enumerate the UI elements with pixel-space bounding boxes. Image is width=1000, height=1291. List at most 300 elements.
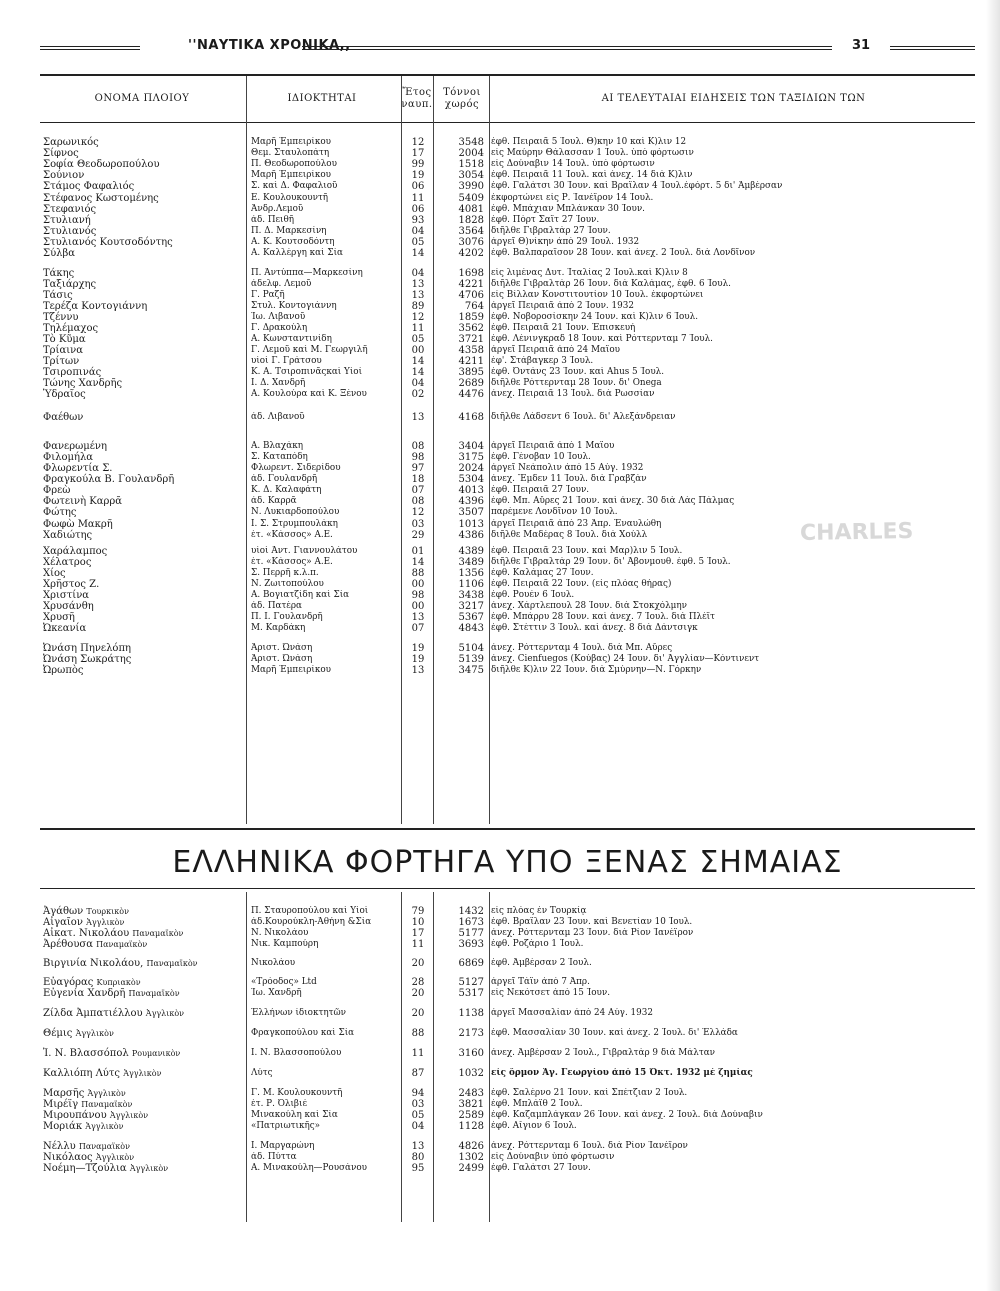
build-year: 04 [411,1121,425,1132]
ship-owner: Α. Κουλούρα καὶ Κ. Ξένου [251,389,367,399]
ship-name-with-flag [43,958,248,969]
ship-owner: Κ. Δ. Καλαφάτη [251,485,322,495]
ship-name: Θέμις [43,1028,76,1039]
tonnage: 4221 [458,279,484,290]
ship-name: Φωφὼ Μακρῆ [43,519,113,530]
voyage-news: διῆλθε Μαδέρας 8 Ἰουλ. διὰ Χούλλ [491,530,648,540]
build-year: 05 [411,237,425,248]
tonnage: 3054 [458,170,484,181]
ship-owner: ἀδ.Κουρούκλη-Ἀθήνη &Σία [251,917,372,927]
ship-flag: Κυπριακὸν [96,978,141,987]
tonnage: 2004 [458,148,484,159]
voyage-news: ἐφθ. Ρουὲν 6 Ἰουλ. [491,590,575,600]
voyage-news: διῆλθε Γιβραλτὰρ 27 Ἰουν. [491,226,611,236]
voyage-news: ἀργεῖ Πειραιᾶ ἀπὸ 23 Ἀπρ. Ἐναυλώθη [491,519,662,529]
ship-owner: Γ. Μ. Κουλουκουντῆ [251,1088,343,1098]
build-year: 97 [411,463,425,474]
ship-owner: ἀδ. Καρρᾶ [251,496,297,506]
tonnage: 1518 [458,159,484,170]
voyage-news: εἰς πλόας ἐν Τουρκίᾳ [491,906,587,916]
ship-name: Στάμος Φαφαλιός [43,181,135,192]
tonnage: 3548 [458,137,484,148]
col-rule-3 [433,76,434,824]
ship-owner: Ι. Σ. Στρυμπουλάκη [251,519,338,529]
ship-owner: Π. Σταυροπούλου καὶ Υἱοὶ [251,906,369,916]
build-year: 05 [411,1110,425,1121]
voyage-news: εἰς Βίλλαν Κονστιτουτίον 10 Ἰουλ. ἐκφορτώνει [491,290,704,300]
ship-name: Χαδιώτης [43,530,93,541]
voyage-news: ἐφθ. Στέττιν 3 Ἰουλ. καὶ ἀνεχ. 8 διὰ Δάντσιγκ [491,623,698,633]
voyage-news: διῆλθε Ρόττερνταμ 28 Ἰουν. δι' Onega [491,378,662,388]
build-year: 12 [411,507,425,518]
tonnage: 2173 [458,1028,484,1039]
ship-owner: ἀδ. Πατέρα [251,601,302,611]
ship-name: Βιργινία Νικολάου, [43,958,147,969]
col-rule-4 [489,76,490,824]
voyage-news: ἀνεχ. Ρόττερνταμ 4 Ἰουλ. διὰ Μπ. Αὔρες [491,643,673,653]
build-year: 88 [411,1028,425,1039]
ship-name: Αἰκατ. Νικολάου [43,928,133,939]
tonnage: 1032 [458,1068,484,1079]
tonnage: 3562 [458,323,484,334]
ship-name: Μαρσῆς [43,1088,88,1099]
ship-owner: Π. Ι. Γουλανδρῆ [251,612,323,622]
tonnage: 2483 [458,1088,484,1099]
tonnage: 4358 [458,345,484,356]
ship-name-with-flag [43,906,248,917]
section-title: ΕΛΛΗΝΙΚΑ ΦΟΡΤΗΓΑ ΥΠΟ ΞΕΝΑΣ ΣΗΜΑΙΑΣ [172,845,843,880]
build-year: 13 [411,612,425,623]
build-year: 89 [411,301,425,312]
voyage-news: διῆλθε Γιβραλτὰρ 29 Ἰουν. δι' Ἀβονμουθ. ἐφθ. 5 Ἰουλ. [491,557,731,567]
ship-name-with-flag [43,928,248,939]
voyage-news: ἀργεῖ Πειραιᾶ ἀπὸ 24 Μαΐου [491,345,620,355]
ship-flag: Ἀγγλικὸν [123,1069,162,1078]
ship-owner: Νικ. Καμπούρη [251,939,319,949]
ship-flag: Παναμαϊκὸν [81,1100,133,1109]
voyage-news: ἐφθ. Σαλέρνο 21 Ἰουν. καὶ Σπέτζιαν 2 Ἰουλ. [491,1088,688,1098]
ship-name: Χίος [43,568,66,579]
build-year: 13 [411,1141,425,1152]
voyage-news: ἐφθ. Μπ. Αὔρες 21 Ἰουν. καὶ ἀνεχ. 30 διὰ Λὰς Πάλμας [491,496,735,506]
ship-owner: Ἑλλήνων ἰδιοκτητῶν [251,1008,347,1018]
bleed-through-text: CHARLES [799,519,914,546]
ship-name: Ὠρωπὸς [43,665,84,676]
build-year: 19 [411,170,425,181]
ship-name: Τερέζα Κοντογιάννη [43,301,148,312]
voyage-news: ἐκφορτώνει εἰς Ρ. Ἰανέϊρον 14 Ἰουλ. [491,193,654,203]
voyage-news: ἐφθ. Πὸρτ Σαΐτ 27 Ἰουν. [491,215,600,225]
build-year: 06 [411,204,425,215]
ship-name: Στυλιανός [43,226,97,237]
ship-name: Σίφνος [43,148,79,159]
ship-name: Ἀρέθουσα [43,939,97,950]
ship-owner: ἑτ. «Κάσσος» Α.Ε. [251,530,333,540]
ship-owner: ἀδ. Πειθῆ [251,215,295,225]
ship-flag: Παναμαϊκὸν [96,940,148,949]
header-rule-left [40,46,140,50]
build-year: 80 [411,1152,425,1163]
build-year: 19 [411,654,425,665]
ship-name: Φανερωμένη [43,441,107,452]
build-year: 17 [411,148,425,159]
ship-name: Ὠνάση Πηνελόπη [43,643,132,654]
ship-owner: ἀδελφ. Λεμοῦ [251,279,312,289]
ship-owner: Μαρῆ Ἐμπειρίκου [251,137,331,147]
voyage-news: ἀργεῖ Θ)νίκην ἀπὸ 29 Ἰουλ. 1932 [491,237,640,247]
page-number: 31 [852,38,871,53]
ship-name: Μοριάκ [43,1121,86,1132]
ship-name: Τηλέμαχος [43,323,99,334]
ship-owner: Ν. Ζωιτοπούλου [251,579,324,589]
tonnage: 3175 [458,452,484,463]
build-year: 07 [411,623,425,634]
build-year: 02 [411,389,425,400]
col-rule-7 [433,892,434,1222]
table-header [40,74,975,123]
col-header-year-line1: Ἔτος [402,87,432,98]
ship-name: Χρῆστος Ζ. [43,579,100,590]
voyage-news: ἐφθ. Πειραιᾶ 22 Ἰουν. (εἰς πλόας θήρας) [491,579,672,589]
build-year: 79 [411,906,425,917]
tonnage: 4476 [458,389,484,400]
build-year: 13 [411,279,425,290]
voyage-news: ἐφθ. Ροζάριο 1 Ἰουλ. [491,939,584,949]
ship-name: Χρυσάνθη [43,601,94,612]
voyage-news: ἐφθ. Ὀντάνς 23 Ἰουν. καὶ Ahus 5 Ἰουλ. [491,367,665,377]
build-year: 20 [411,1008,425,1019]
voyage-news: ἐφθ. Ἀμβέρσαν 2 Ἰουλ. [491,958,592,968]
build-year: 11 [411,1048,425,1059]
ship-owner: Θεμ. Σταυλοπάτη [251,148,330,158]
build-year: 00 [411,345,425,356]
tonnage: 4211 [458,356,484,367]
build-year: 04 [411,226,425,237]
ship-owner: Φραγκοπούλου καὶ Σία [251,1028,355,1038]
ship-name-with-flag [43,1163,248,1174]
ship-name: Στεφανιός [43,204,97,215]
ship-owner: Λύτς [251,1068,273,1078]
ship-name-with-flag [43,1088,248,1099]
ship-owner: Μαρῆ Ἐμπειρίκου [251,170,331,180]
tonnage: 2689 [458,378,484,389]
tonnage: 6869 [458,958,484,969]
ship-name-with-flag [43,1110,248,1121]
build-year: 94 [411,1088,425,1099]
build-year: 17 [411,928,425,939]
tonnage: 5409 [458,193,484,204]
build-year: 14 [411,367,425,378]
voyage-news: ἐφθ. Μασσαλίαν 30 Ἰουν. καὶ ἀνεχ. 2 Ἰουλ. δι' Ἑλλάδα [491,1028,738,1038]
build-year: 18 [411,474,425,485]
build-year: 03 [411,519,425,530]
ship-owner: «Πατριωτικῆς» [251,1121,321,1131]
build-year: 08 [411,496,425,507]
ship-flag: Παναμαϊκὸν [128,989,180,998]
ship-name: Σύλβα [43,248,76,259]
ship-owner: Κ. Α. Τσιροπινᾶςκαὶ Υἱοί [251,367,363,377]
ship-owner: Σ. Περρῆ κ.λ.π. [251,568,319,578]
ship-owner: Ι. Δ. Χανδρῆ [251,378,306,388]
ship-owner: Ἀνδρ.Λεμοῦ [251,204,304,214]
build-year: 20 [411,958,425,969]
page-edge-shadow [986,0,1000,1291]
ship-name: Νοέμη—Τζούλια [43,1163,130,1174]
voyage-news: εἰς Δούναβιν 14 Ἰουλ. ὑπὸ φόρτωσιν [491,159,655,169]
tonnage: 5177 [458,928,484,939]
voyage-news: ἐφθ. Βραΐλαν 23 Ἰουν. καὶ Βενετίαν 10 Ἰουλ. [491,917,693,927]
tonnage: 4389 [458,546,484,557]
tonnage: 3693 [458,939,484,950]
build-year: 05 [411,334,425,345]
col-header-year [401,76,433,122]
build-year: 06 [411,181,425,192]
tonnage: 1138 [458,1008,484,1019]
ship-name-with-flag [43,917,248,928]
tonnage: 4826 [458,1141,484,1152]
ship-name: Τώνης Χανδρῆς [43,378,123,389]
tonnage: 3564 [458,226,484,237]
ship-name-with-flag [43,1152,248,1163]
ship-name: Μιρέϊγ [43,1099,82,1110]
section-separator-top [40,828,975,830]
ship-owner: ἀδ. Γουλανδρῆ [251,474,318,484]
col-header-tons [435,76,489,122]
build-year: 88 [411,568,425,579]
ship-name: Φλωρεντία Σ. [43,463,113,474]
col-rule-8 [489,892,490,1222]
ship-name: Τρίαινα [43,345,83,356]
tonnage: 3721 [458,334,484,345]
ship-name: Εὐγενία Χανδρῆ [43,988,129,999]
tonnage: 4013 [458,485,484,496]
voyage-news: ἐφθ. Μπάχιαν Μπλάνκαν 30 Ἰουν. [491,204,645,214]
tonnage: 3076 [458,237,484,248]
ship-name: Χέλατρος [43,557,92,568]
voyage-news: ἀνεχ. Πειραιᾶ 13 Ἰουλ. διὰ Ρωσσίαν [491,389,655,399]
build-year: 93 [411,215,425,226]
ship-name: Χαράλαμπος [43,546,108,557]
ship-name: Ἀγάθων [43,906,87,917]
ship-flag: Παναμαϊκὸν [132,929,184,938]
voyage-news: διῆλθε Κ)λιν 22 Ἰουν. διὰ Σμύρνην—Ν. Γόρκην [491,665,702,675]
ship-owner: Ε. Κουλουκουντῆ [251,193,329,203]
tonnage: 4386 [458,530,484,541]
col-header-tons-line2: χωρός [444,99,480,110]
tonnage: 3990 [458,181,484,192]
build-year: 10 [411,917,425,928]
ship-owner: Σ. καὶ Δ. Φαφαλιοῦ [251,181,338,191]
tonnage: 3895 [458,367,484,378]
ship-owner: Π. Θεοδωροπούλου [251,159,337,169]
tonnage: 1302 [458,1152,484,1163]
build-year: 28 [411,977,425,988]
ship-name: Φωτεινὴ Καρρᾶ [43,496,122,507]
build-year: 00 [411,601,425,612]
tonnage: 3404 [458,441,484,452]
ship-flag: Ἀγγλικὸν [85,1122,124,1131]
build-year: 14 [411,557,425,568]
ship-flag: Ἀγγλικὸν [86,918,125,927]
ship-name-with-flag [43,1048,248,1059]
magazine-title: ''ΝΑΥΤΙΚΑ ΧΡΟΝΙΚΑ,, [188,38,351,53]
ship-name: Σούνιον [43,170,85,181]
voyage-news: εἰς λιμένας Δυτ. Ἰταλίας 2 Ἰουλ.καὶ Κ)λιν 8 [491,268,688,278]
ship-name-with-flag [43,977,248,988]
tonnage: 1106 [458,579,484,590]
ship-name: Τάσις [43,290,73,301]
tonnage: 764 [464,301,484,312]
ship-name: Τὸ Κῦμα [43,334,86,345]
ship-owner: Α. Κ. Κουτσοδόντη [251,237,335,247]
voyage-news: ἐφ'. Στάβαγκερ 3 Ἰουλ. [491,356,594,366]
ship-name: Ὠνάση Σωκράτης [43,654,132,665]
tonnage: 3489 [458,557,484,568]
voyage-news: ἐφθ. Πειραιᾶ 21 Ἰουν. Ἐπισκευή [491,323,636,333]
build-year: 12 [411,137,425,148]
tonnage: 1698 [458,268,484,279]
build-year: 14 [411,248,425,259]
header-rule-right [890,46,975,50]
ship-name: Αἰγαῖον [43,917,87,928]
section-separator-bottom [40,888,975,889]
ship-name: Φαέθων [43,412,84,423]
build-year: 04 [411,378,425,389]
voyage-news: ἐφθ. Πειραιᾶ 5 Ἰουλ. Θ)κην 10 καὶ Κ)λιν 12 [491,137,687,147]
voyage-news: ἀργεῖ Μασσαλίαν ἀπὸ 24 Αὐγ. 1932 [491,1008,653,1018]
ship-name: Τρίτων [43,356,80,367]
voyage-news: ἐφθ. Μπλάϊθ 2 Ἰουλ. [491,1099,583,1109]
voyage-news: ἐφθ. Καζαμπλάγκαν 26 Ἰουν. καὶ ἀνεχ. 2 Ἰουλ. διὰ Δούναβιν [491,1110,763,1120]
build-year: 99 [411,159,425,170]
ship-owner: Μαρῆ Ἐμπειρίκου [251,665,331,675]
tonnage: 4706 [458,290,484,301]
ship-owner: Στυλ. Κοντογιάννη [251,301,337,311]
ship-flag: Ἀγγλικὸν [95,1153,135,1162]
tonnage: 4202 [458,248,484,259]
voyage-news: ἐφθ. Καλάμας 27 Ἰουν. [491,568,594,578]
ship-name: Φραγκούλα Β. Γουλανδρῆ [43,474,175,485]
build-year: 12 [411,312,425,323]
ship-flag: Παναμαϊκὸν [78,1142,130,1151]
voyage-news: εἰς Δούναβιν ὑπὸ φόρτωσιν [491,1152,615,1162]
build-year: 03 [411,1099,425,1110]
col-header-owners: ΙΔΙΟΚΤΗΤΑΙ [287,93,357,104]
ship-owner: Ι. Μαργαρώνη [251,1141,315,1151]
voyage-news: ἀνεχ. Ρόττερνταμ 6 Ἰουλ. διὰ Ρίον Ἰανέϊρον [491,1141,688,1151]
ship-owner: Γ. Ραζῆ [251,290,285,300]
ship-owner: Ἰω. Χανδρῆ [251,988,302,998]
ship-owner: Σ. Καταπόδη [251,452,308,462]
ship-name: Ἰ. Ν. Βλασσόπολ [43,1048,132,1059]
ship-name: Ὑδραῖος [43,389,86,400]
tonnage: 4396 [458,496,484,507]
ship-name: Φρεὼ [43,485,71,496]
tonnage: 1859 [458,312,484,323]
ship-name: Χριστίνα [43,590,90,601]
ship-name-with-flag [43,1008,248,1019]
col-rule-2 [401,76,402,824]
voyage-news: διῆλθε Λάδσεντ 6 Ἰουλ. δι' Ἀλεξάνδρειαν [491,412,676,422]
ship-owner: Α. Βογιατζίδη καὶ Σία [251,590,350,600]
voyage-news: διῆλθε Γιβραλτὰρ 26 Ἰουν. διὰ Καλάμας, ἐφθ. 6 Ἰουλ. [491,279,731,289]
tonnage: 5139 [458,654,484,665]
ship-owner: Μ. Καρδάκη [251,623,306,633]
build-year: 11 [411,323,425,334]
ship-flag: Τουρκικὸν [86,907,129,916]
ship-name: Στέφανος Κωστομένης [43,193,159,204]
voyage-news: ἀνεχ. Ρόττερνταμ 23 Ἰουν. διὰ Ρίον Ἰανέϊρον [491,928,694,938]
ship-name: Στυλιανή [43,215,91,226]
ship-name: Εὐαγόρας [43,977,97,988]
build-year: 01 [411,546,425,557]
tonnage: 4081 [458,204,484,215]
build-year: 29 [411,530,425,541]
tonnage: 3438 [458,590,484,601]
voyage-news: ἀργεῖ Πειραιᾶ ἀπὸ 1 Μαΐου [491,441,615,451]
header-rule-middle [302,46,832,50]
tonnage: 4843 [458,623,484,634]
ship-flag: Ἀγγλικὸν [87,1089,126,1098]
ship-owner: Ν. Νικολάου [251,928,309,938]
ship-owner: «Τρόοδος» Ltd [251,977,317,987]
ship-name: Σοφία Θεοδωροπούλου [43,159,160,170]
voyage-news: ἐφθ. Γαλάτσι 30 Ἰουν. καὶ Βραΐλαν 4 Ἰουλ.ἐφόρτ. 5 δι' Ἀμβέρσαν [491,181,783,191]
ship-owner: ἀδ. Λιβανοῦ [251,412,305,422]
ship-owner: Ἀριστ. Ὠνάση [251,643,313,653]
ship-name: Μιρουπάνου [43,1110,110,1121]
ship-name-with-flag [43,988,248,999]
voyage-news: ἐφθ. Πειραιᾶ 27 Ἰουν. [491,485,590,495]
col-header-ship: ΟΝΟΜΑ ΠΛΟΙΟΥ [94,93,190,104]
voyage-news: ἀργεῖ Πειραιᾶ ἀπὸ 2 Ἰουν. 1932 [491,301,634,311]
build-year: 95 [411,1163,425,1174]
ship-name: Τάκης [43,268,75,279]
tonnage: 3507 [458,507,484,518]
tonnage: 5127 [458,977,484,988]
ship-owner: Μινακούλη καὶ Σία [251,1110,338,1120]
ship-owner: ἑτ. «Κάσσος» Α.Ε. [251,557,333,567]
ship-owner: Α. Κωνσταντινίδη [251,334,332,344]
ship-flag: Ἀγγλικὸν [75,1029,114,1038]
voyage-news: εἰς ὅρμον Ἁγ. Γεωργίου ἀπὸ 15 Ὀκτ. 1932 μὲ ζημίας [491,1068,753,1078]
tonnage: 1356 [458,568,484,579]
ship-name: Ὠκεανία [43,623,87,634]
ship-owner: ἀδ. Πύττα [251,1152,297,1162]
ship-owner: Ἀριστ. Ὠνάση [251,654,313,664]
col-header-tons-line1: Τόννοι [443,87,481,98]
ship-owner: Γ. Δρακούλη [251,323,308,333]
voyage-news: ἐφθ. Πειραιᾶ 23 Ἰουν. καὶ Μαρ)λιν 5 Ἰουλ. [491,546,683,556]
build-year: 13 [411,665,425,676]
voyage-news: ἀνεχ. Cienfuegos (Κούβας) 24 Ἰουν. δι' Ἀγγλίαν—Κόντινεντ [491,654,760,664]
page-header [40,38,975,58]
ship-name-with-flag [43,1099,248,1110]
ship-name: Τζέννυ [43,312,79,323]
voyage-news: ἐφθ. Γένοβαν 10 Ἰουλ. [491,452,591,462]
tonnage: 1013 [458,519,484,530]
col-rule-6 [401,892,402,1222]
ship-owner: Π. Δ. Μαρκεσίνη [251,226,327,236]
build-year: 87 [411,1068,425,1079]
ship-name: Χρυσῆ [43,612,75,623]
voyage-news: ἀργεῖ Νεάπολιν ἀπὸ 15 Αὐγ. 1932 [491,463,644,473]
ship-name: Ταξιάρχης [43,279,97,290]
build-year: 11 [411,939,425,950]
tonnage: 5304 [458,474,484,485]
ship-name: Ζίλδα Ἀμπατιέλλου [43,1008,146,1019]
ship-owner: Α. Μινακούλη—Ρουσάνου [251,1163,367,1173]
